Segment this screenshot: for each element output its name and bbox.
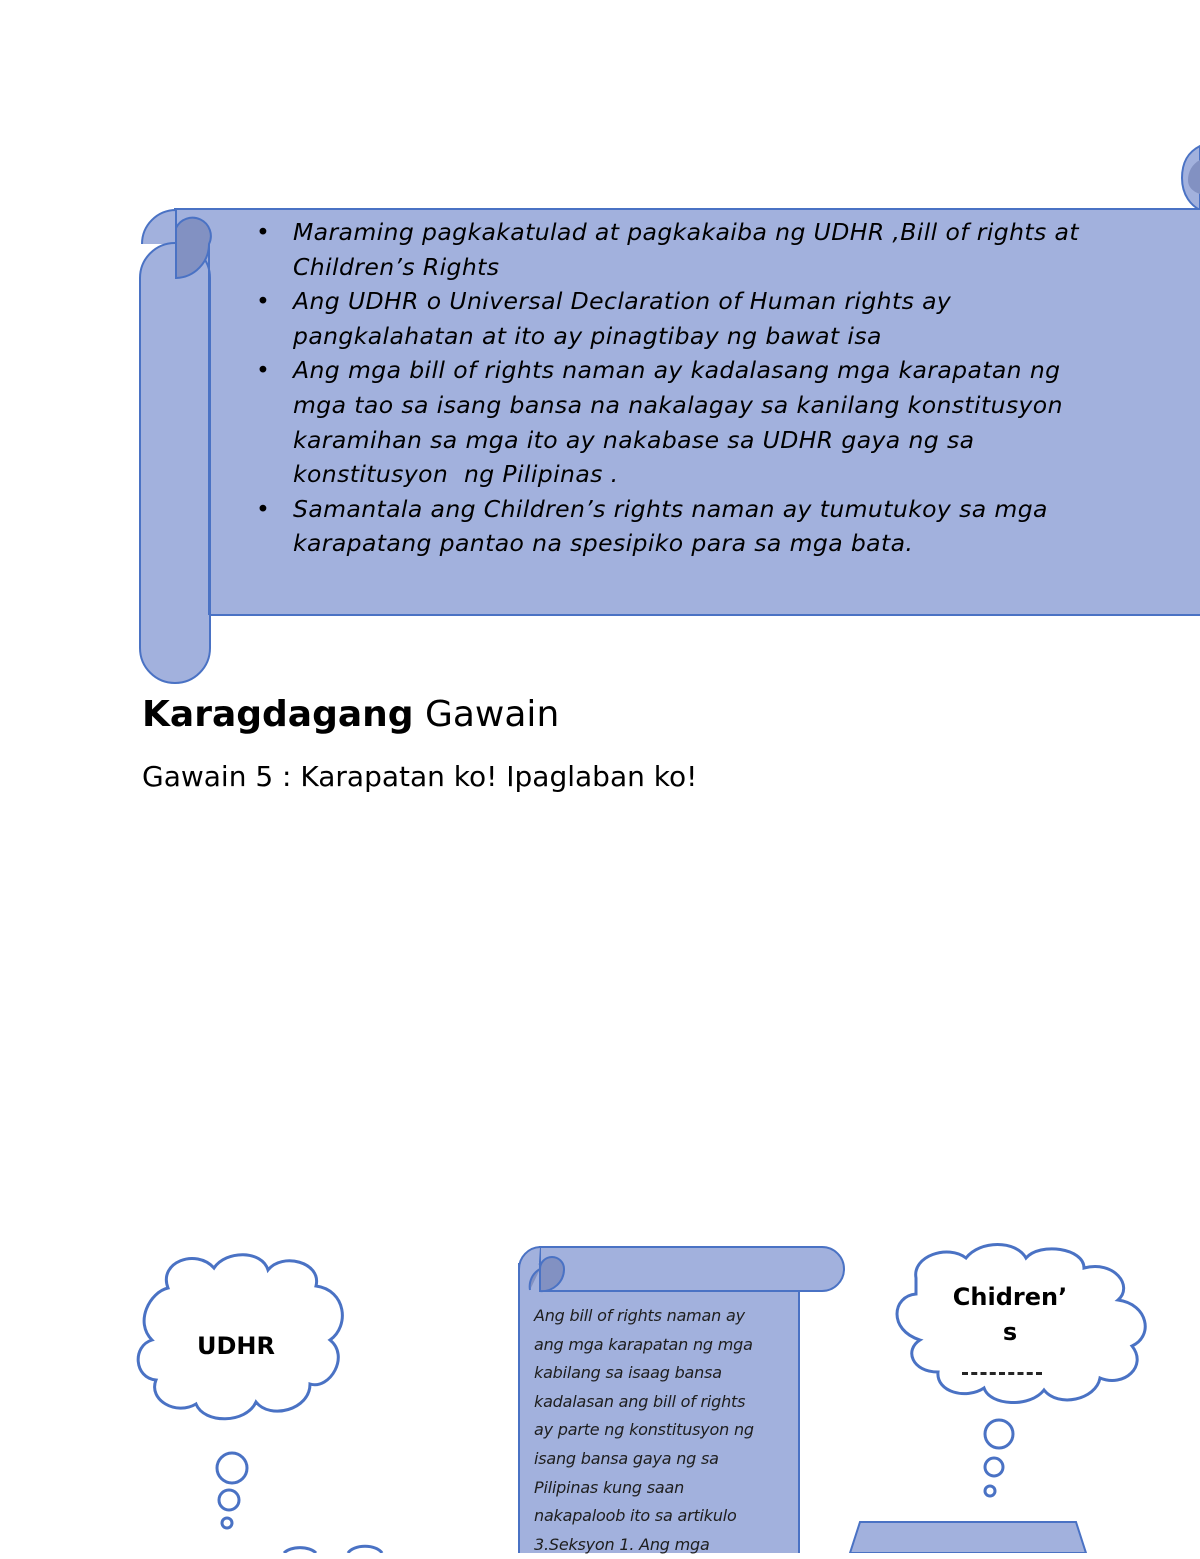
bullet-dot: • (256, 218, 271, 246)
scroll-line: Ang bill of rights naman ay (534, 1306, 745, 1325)
scroll-line: ay parte ng konstitusyon ng (534, 1420, 754, 1440)
childrens-cloud-label-line2: s (1002, 1318, 1018, 1346)
section-heading-rest: Gawain (413, 694, 560, 735)
section-heading-bold: Karagdagang (142, 694, 414, 735)
bullet-item (256, 215, 1200, 284)
bottom-scroll-text (534, 1302, 794, 1559)
udhr-cloud-label: UDHR (197, 1332, 275, 1360)
scroll-line: Pilipinas kung saan (534, 1477, 685, 1497)
childrens-cloud-label (935, 1280, 1085, 1350)
scroll-line: kabilang sa isaag bansa (534, 1363, 722, 1383)
scroll-line: 3.Seksyon 1. Ang mga (534, 1534, 710, 1554)
bullet-text: Samantala ang Children’s rights naman ay tumutukoy sa mga karapatang pantao na spesipiko para sa mga bata. (293, 494, 1048, 558)
bottom-left-arcs (284, 1546, 382, 1553)
bullet-dot: • (256, 287, 271, 316)
activity-subtitle: Gawain 5 : Karapatan ko! Ipaglaban ko! (142, 760, 698, 793)
bullet-text: Ang mga bill of rights naman ay kadalasang mga karapatan ng mga tao sa isang bansa na nakalagay sa kanilang konstitusyon karamihan sa mga ito ay nakabase sa UDHR gaya ng sa konstitusyon ng Pilipinas . (293, 356, 1063, 489)
top-scroll-bullet-list (256, 215, 1200, 561)
bullet-text: Ang UDHR o Universal Declaration of Human rights ay pangkalahatan at ito ay pinagtibay ng bawat isa (293, 287, 952, 350)
bullet-dot: • (256, 356, 271, 385)
childrens-cloud-label-line1: Chidren’ (952, 1283, 1068, 1311)
scroll-line: ang mga karapatan ng mga (534, 1334, 753, 1354)
scroll-line: nakapaloob ito sa artikulo (534, 1506, 737, 1526)
section-heading (142, 692, 559, 738)
bullet-item (256, 284, 1200, 353)
bullet-text: Maraming pagkakatulad at pagkakaiba ng UDHR ,Bill of rights at Children’s Rights (293, 218, 1079, 281)
childrens-cloud-clipped-line (962, 1372, 1042, 1378)
top-scroll-right-curl (1182, 146, 1200, 210)
bottom-trapezoid-shape (850, 1522, 1086, 1553)
scroll-line: kadalasan ang bill of rights (534, 1391, 746, 1411)
bullet-item (256, 492, 1200, 561)
bullet-item (256, 353, 1200, 491)
bullet-dot: • (256, 494, 271, 523)
scroll-line: isang bansa gaya ng sa (534, 1448, 719, 1468)
udhr-cloud-shape (138, 1255, 342, 1528)
